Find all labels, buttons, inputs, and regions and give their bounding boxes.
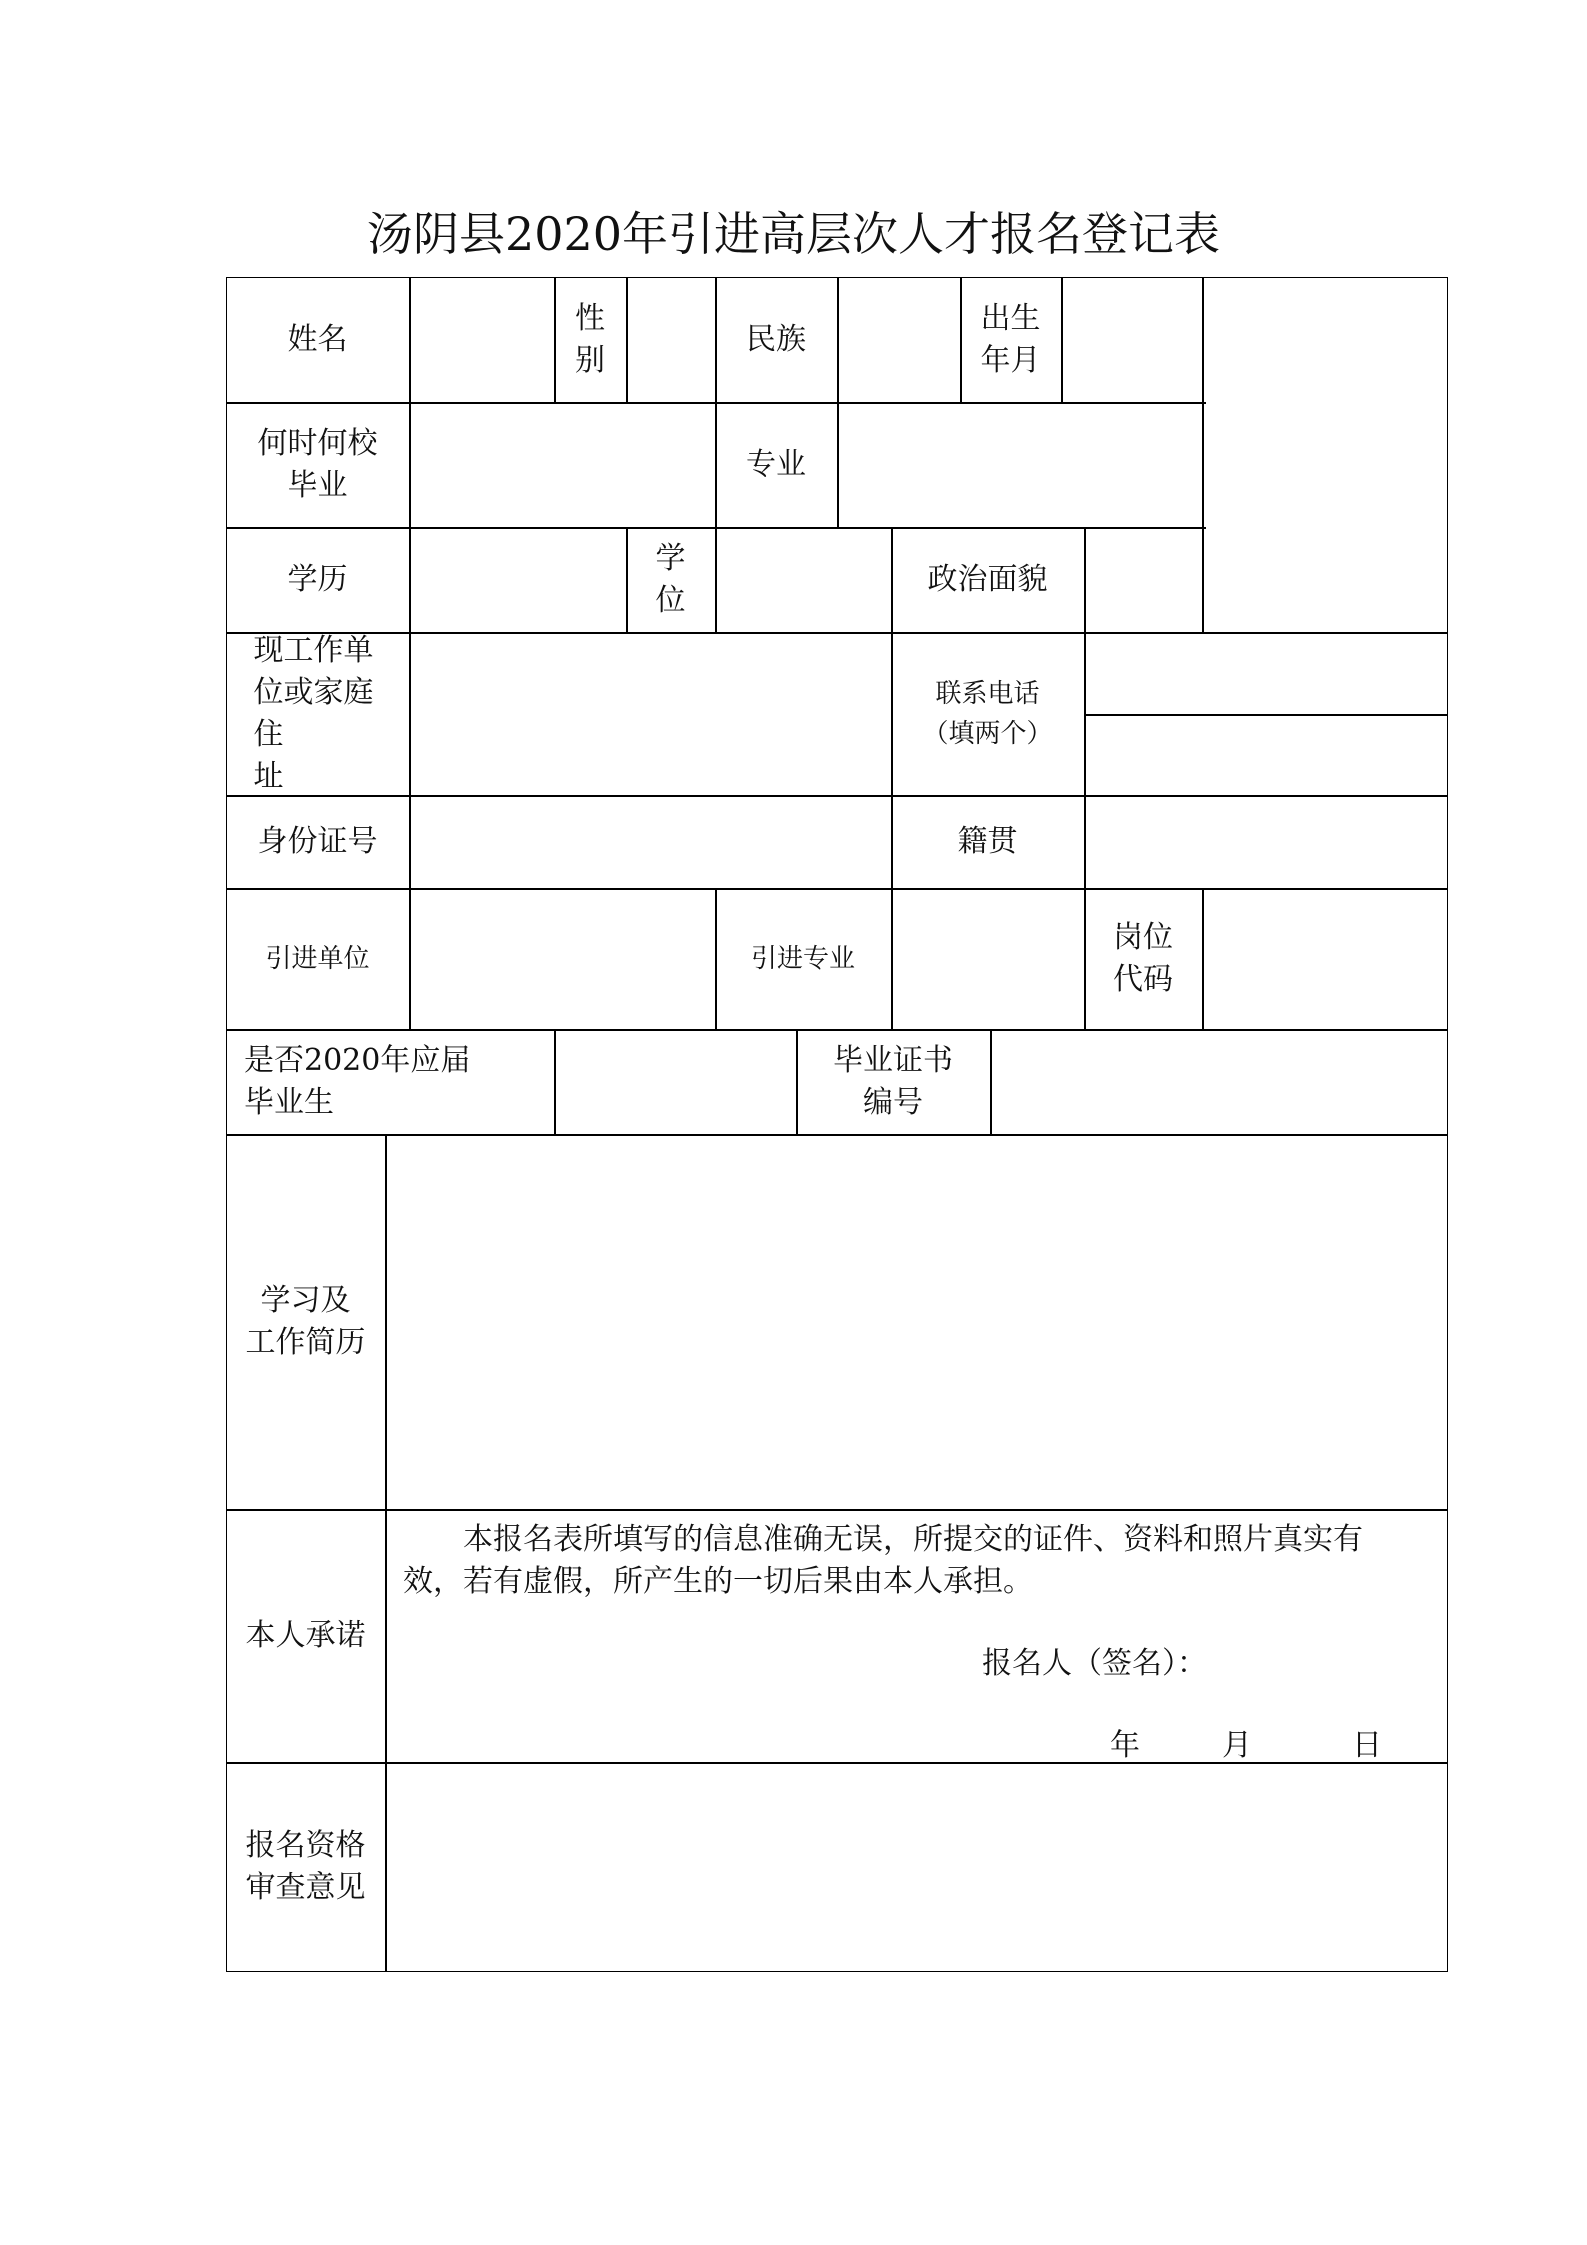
ethnicity-field[interactable]: [837, 277, 960, 402]
form-title: 汤阴县2020年引进高层次人才报名登记表: [366, 207, 1221, 261]
major-field[interactable]: [837, 402, 1202, 527]
label-workplace-line2: 位或家庭: [253, 674, 374, 710]
label-degree: [626, 527, 715, 632]
name-field[interactable]: [409, 277, 554, 402]
label-education: 学历: [287, 561, 348, 597]
label-phone-line2: （填两个）: [922, 718, 1053, 749]
label-resume-line1: 学习及: [260, 1282, 351, 1318]
label-post-code-line2: 代码: [1113, 961, 1173, 997]
label-cert-line1: 毕业证书: [833, 1042, 953, 1078]
label-birth-line1: 出生: [980, 300, 1041, 336]
label-birth-line2: 年月: [980, 342, 1041, 378]
label-fresh-graduate: [226, 1029, 554, 1134]
label-id-number: 身份证号: [257, 823, 378, 859]
native-place-field[interactable]: [1084, 795, 1448, 888]
degree-field[interactable]: [715, 527, 891, 632]
date-day-label: 日: [1352, 1728, 1382, 1763]
label-gender-line2: 别: [575, 342, 605, 378]
phone-field-1[interactable]: [1084, 632, 1448, 714]
label-grad-line1: 何时何校: [257, 425, 378, 461]
date-month-label: 月: [1222, 1728, 1252, 1763]
label-ethnicity: 民族: [746, 321, 806, 357]
label-pledge: 本人承诺: [245, 1617, 366, 1653]
label-hiring-major: 引进专业: [750, 943, 855, 974]
label-phone: [891, 632, 1084, 795]
education-field[interactable]: [409, 527, 626, 632]
id-number-field[interactable]: [409, 795, 891, 888]
qualification-review-field[interactable]: [385, 1762, 1448, 1972]
label-gender-line1: 性: [575, 300, 605, 336]
label-workplace-line3-b: 址: [253, 758, 284, 794]
label-birth-date: [960, 277, 1061, 402]
label-certificate-number: [796, 1029, 990, 1134]
label-post-code-line1: 岗位: [1113, 919, 1173, 955]
phone-field-2[interactable]: [1084, 714, 1448, 795]
label-qualification-review: [226, 1762, 385, 1972]
label-hiring-unit: 引进单位: [265, 943, 370, 974]
label-degree-line1: 学: [655, 540, 686, 576]
label-grad-line2: 毕业: [287, 467, 348, 503]
certificate-number-field[interactable]: [990, 1029, 1448, 1134]
label-phone-line1: 联系电话: [935, 678, 1040, 709]
label-review-line2: 审查意见: [245, 1870, 366, 1905]
label-native-place: 籍贯: [957, 823, 1018, 859]
label-name: 姓名: [287, 321, 348, 357]
gender-field[interactable]: [626, 277, 715, 402]
post-code-field[interactable]: [1202, 888, 1448, 1029]
label-gender: [554, 277, 626, 402]
label-workplace-address: [226, 632, 409, 795]
hiring-unit-field[interactable]: [409, 888, 715, 1029]
birth-date-field[interactable]: [1061, 277, 1202, 402]
label-review-line1: 报名资格: [245, 1828, 366, 1863]
label-resume: [226, 1134, 385, 1509]
label-fresh-grad-line2: 毕业生: [244, 1084, 334, 1120]
label-political-status: 政治面貌: [927, 561, 1048, 597]
label-workplace-line1: 现工作单: [253, 632, 374, 668]
pledge-text-line2: 效，若有虚假，所产生的一切后果由本人承担。: [403, 1564, 1033, 1599]
label-post-code: [1084, 888, 1202, 1029]
label-graduation: [226, 402, 409, 527]
label-fresh-grad-line1: 是否2020年应届: [244, 1042, 471, 1078]
hiring-major-field[interactable]: [891, 888, 1084, 1029]
label-workplace-line3: [254, 714, 382, 798]
political-status-field[interactable]: [1084, 527, 1202, 632]
resume-field[interactable]: [385, 1134, 1448, 1509]
row-line: [226, 1509, 1448, 1511]
signature-field[interactable]: [1210, 1642, 1430, 1686]
fresh-graduate-field[interactable]: [554, 1029, 796, 1134]
graduation-field[interactable]: [409, 402, 715, 527]
label-cert-line2: 编号: [863, 1084, 923, 1120]
photo-box[interactable]: [1202, 277, 1448, 632]
signature-label: 报名人（签名）：: [982, 1646, 1207, 1681]
workplace-address-field[interactable]: [409, 632, 891, 795]
label-resume-line2: 工作简历: [245, 1324, 366, 1360]
label-workplace-line3-a: 住: [253, 716, 284, 752]
label-degree-line2: 位: [655, 582, 686, 618]
pledge-text-line1: 本报名表所填写的信息准确无误，所提交的证件、资料和照片真实有: [463, 1522, 1363, 1557]
date-year-label: 年: [1110, 1728, 1140, 1763]
label-major: 专业: [746, 446, 806, 482]
